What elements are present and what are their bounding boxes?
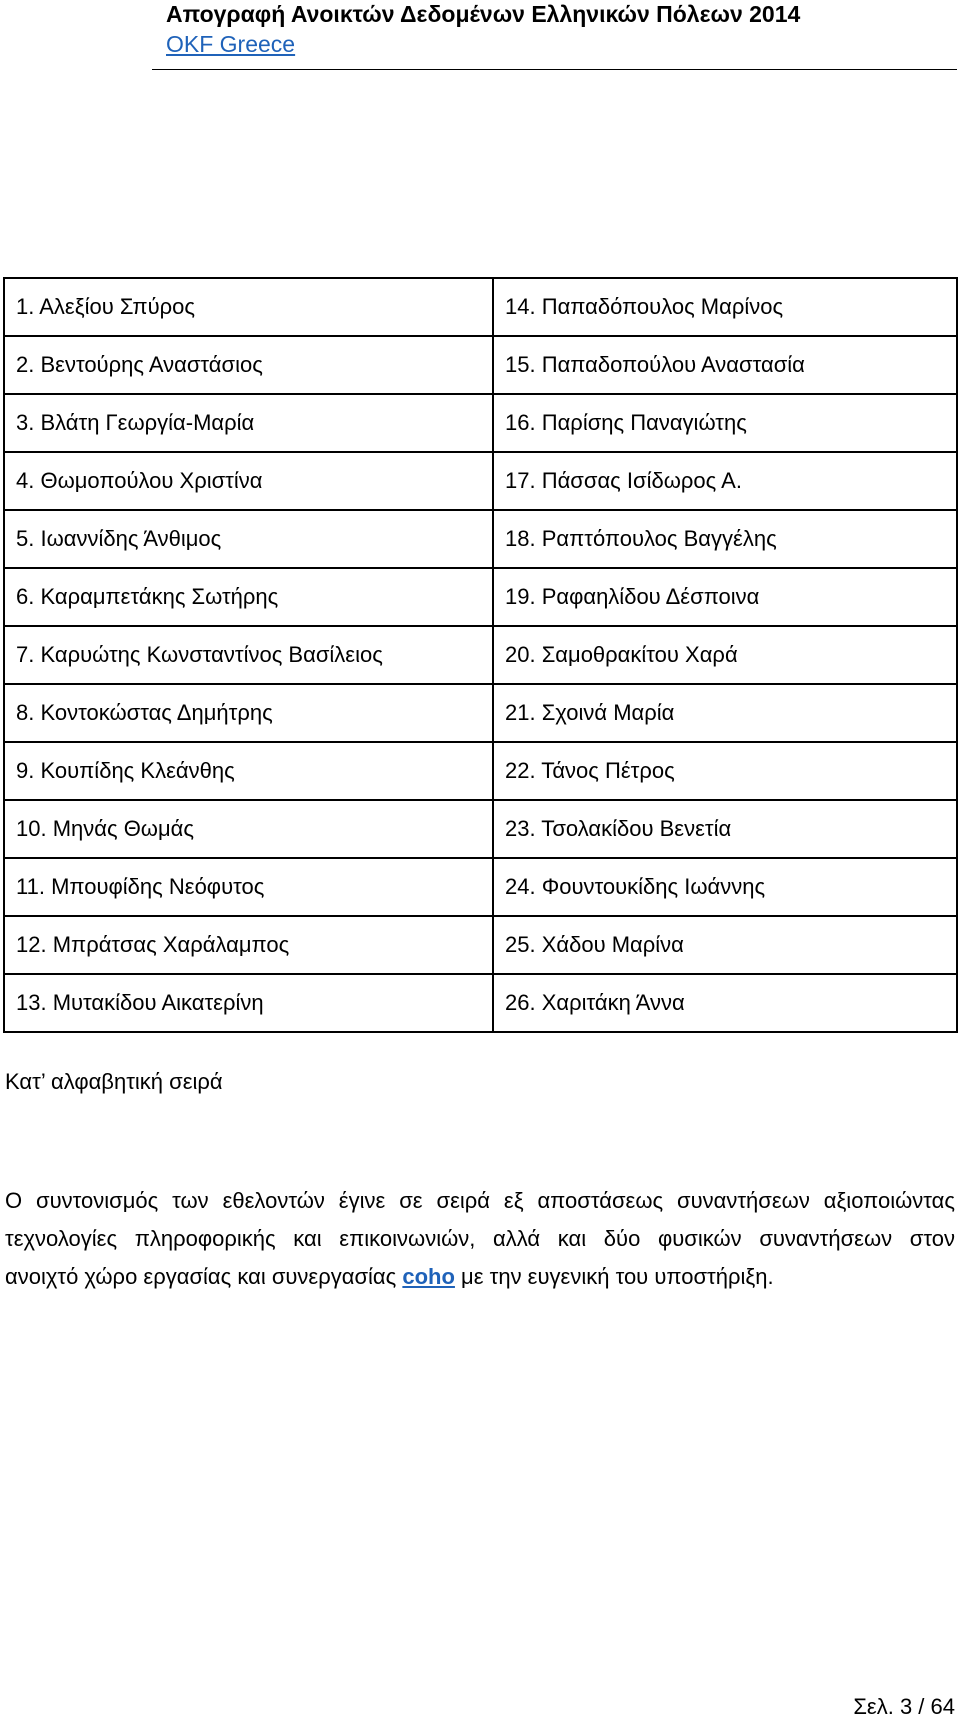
table-row: [4, 626, 957, 684]
document-title: Απογραφή Ανοικτών Δεδομένων Ελληνικών Πόλεων 2014: [166, 1, 801, 27]
paragraph-line: [5, 1258, 955, 1296]
table-cell: 15. Παπαδοπούλου Αναστασία: [493, 336, 957, 394]
table-cell: 25. Χάδου Μαρίνα: [493, 916, 957, 974]
paragraph-text: ανοιχτό χώρο εργασίας και συνεργασίας: [5, 1264, 403, 1289]
table-cell: 17. Πάσσας Ισίδωρος Α.: [493, 452, 957, 510]
table-cell: 16. Παρίσης Παναγιώτης: [493, 394, 957, 452]
table-row: [4, 278, 957, 336]
table-cell: 19. Ραφαηλίδου Δέσποινα: [493, 568, 957, 626]
table-row: [4, 800, 957, 858]
okf-greece-link[interactable]: OKF Greece: [166, 31, 296, 57]
table-row: [4, 858, 957, 916]
table-cell: 21. Σχοινά Μαρία: [493, 684, 957, 742]
table-cell: 2. Βεντούρης Αναστάσιος: [4, 336, 493, 394]
table-cell: 4. Θωμοπούλου Χριστίνα: [4, 452, 493, 510]
paragraph-line: Ο συντονισμός των εθελοντών έγινε σε σειρά εξ αποστάσεως συναντήσεων αξιοποιώντας: [5, 1188, 955, 1213]
table-cell: 7. Καρυώτης Κωνσταντίνος Βασίλειος: [4, 626, 493, 684]
table-row: [4, 394, 957, 452]
table-cell: 13. Μυτακίδου Αικατερίνη: [4, 974, 493, 1032]
table-cell: 8. Κοντοκώστας Δημήτρης: [4, 684, 493, 742]
table-cell: 12. Μπράτσας Χαράλαμπος: [4, 916, 493, 974]
table-cell: 14. Παπαδόπουλος Μαρίνος: [493, 278, 957, 336]
table-cell: 26. Χαριτάκη Άννα: [493, 974, 957, 1032]
table-cell: 3. Βλάτη Γεωργία-Μαρία: [4, 394, 493, 452]
table-caption: Κατ’ αλφαβητική σειρά: [5, 1069, 223, 1094]
table-row: [4, 974, 957, 1032]
paragraph-text: με την ευγενική του υποστήριξη.: [454, 1264, 774, 1289]
paragraph-line: τεχνολογίες πληροφορικής και επικοινωνιών, αλλά και δύο φυσικών συναντήσεων στον: [5, 1226, 955, 1251]
header-divider: [152, 69, 957, 70]
table-row: [4, 336, 957, 394]
table-cell: 6. Καραμπετάκης Σωτήρης: [4, 568, 493, 626]
body-paragraph: [5, 1182, 955, 1296]
table-cell: 10. Μηνάς Θωμάς: [4, 800, 493, 858]
table-cell: 11. Μπουφίδης Νεόφυτος: [4, 858, 493, 916]
table-row: [4, 742, 957, 800]
table-cell: 9. Κουπίδης Κλεάνθης: [4, 742, 493, 800]
table-cell: 22. Τάνος Πέτρος: [493, 742, 957, 800]
table-cell: 23. Τσολακίδου Βενετία: [493, 800, 957, 858]
table-cell: 5. Ιωαννίδης Άνθιμος: [4, 510, 493, 568]
table-cell: 1. Αλεξίου Σπύρος: [4, 278, 493, 336]
table-row: [4, 452, 957, 510]
table-row: [4, 684, 957, 742]
table-row: [4, 568, 957, 626]
table-cell: 20. Σαμοθρακίτου Χαρά: [493, 626, 957, 684]
coho-link[interactable]: coho: [402, 1264, 455, 1289]
table-row: [4, 916, 957, 974]
table-row: [4, 510, 957, 568]
table-cell: 24. Φουντουκίδης Ιωάννης: [493, 858, 957, 916]
volunteers-table: [3, 277, 958, 1033]
page-number: Σελ. 3 / 64: [853, 1694, 955, 1719]
table-cell: 18. Ραπτόπουλος Βαγγέλης: [493, 510, 957, 568]
